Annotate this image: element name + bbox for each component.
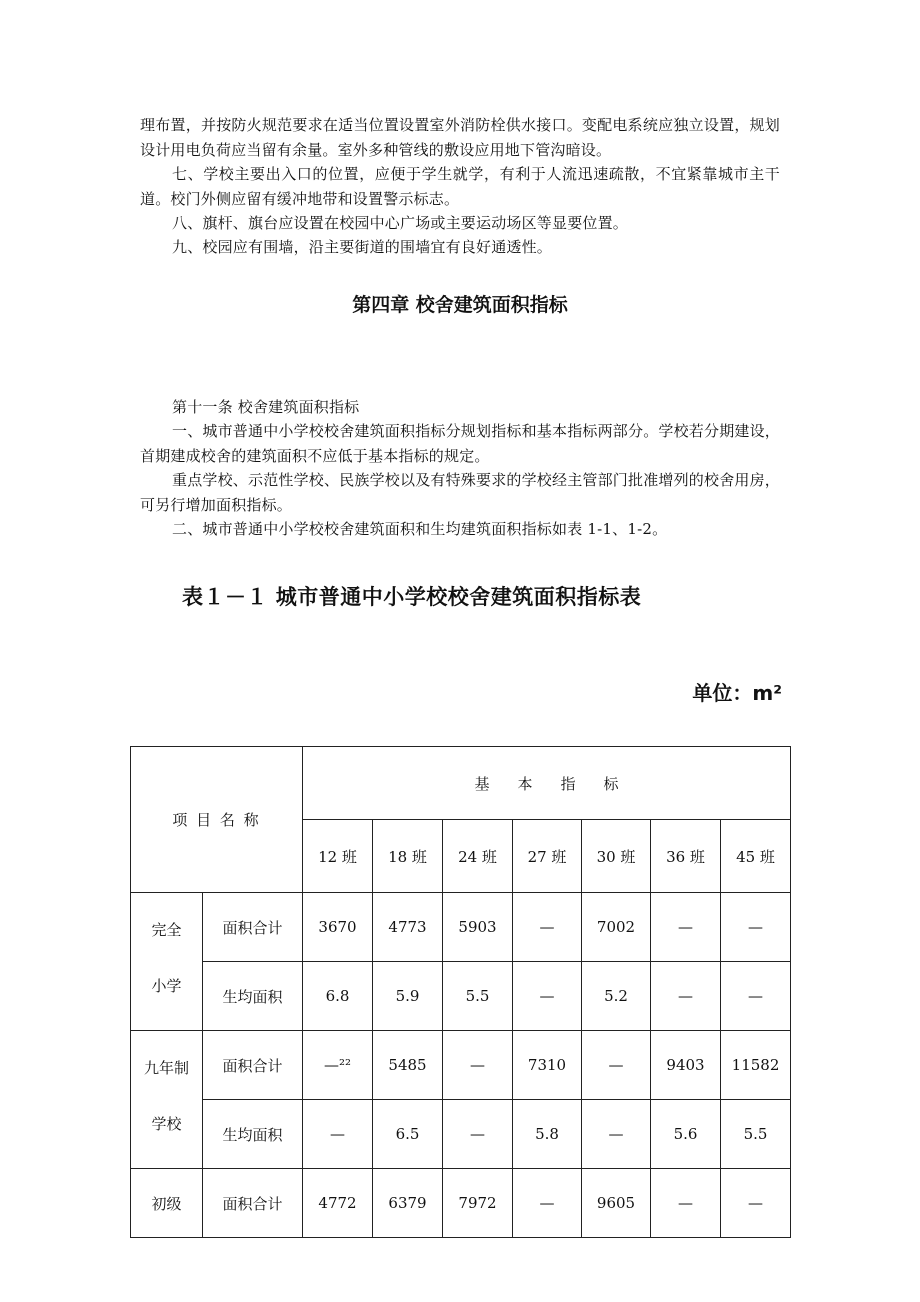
table-cell: — [443,1031,513,1100]
table-cell: 9403 [651,1031,721,1100]
column-header: 12 班 [303,820,373,893]
table-cell: 5903 [443,893,513,962]
table-cell: 5.2 [582,962,651,1031]
table-cell: 11582 [721,1031,791,1100]
paragraph-eight-flagpole: 八、旗杆、旗台应设置在校园中心广场或主要运动场区等显要位置。 [172,214,629,232]
article-paragraph-two: 二、城市普通中小学校校舍建筑面积和生均建筑面积指标如表 1-1、1-2。 [172,520,668,538]
column-header: 24 班 [443,820,513,893]
table-cell: 7972 [443,1169,513,1238]
table-cell: 5.6 [651,1100,721,1169]
table-row [131,1100,791,1169]
row-label: 面积合计 [203,1031,303,1100]
table-cell: — [721,962,791,1031]
table-cell: — [651,893,721,962]
table-cell: 7002 [582,893,651,962]
school-type-cell [131,893,203,1031]
article-title: 第十一条 校舍建筑面积指标 [172,398,360,416]
table-cell: — [513,962,582,1031]
table-cell: 3670 [303,893,373,962]
table-cell: — [651,962,721,1031]
table-cell: — [582,1031,651,1100]
column-header: 27 班 [513,820,582,893]
row-label: 生均面积 [203,1100,303,1169]
table-cell: — [303,1100,373,1169]
school-type-cell [131,1031,203,1169]
table-row [131,962,791,1031]
table-cell: — [513,893,582,962]
table-cell: —²² [303,1031,373,1100]
table-cell: — [651,1169,721,1238]
basic-header-char: 本 [517,774,533,793]
column-header: 36 班 [651,820,721,893]
column-header: 18 班 [373,820,443,893]
table-cell: 6379 [373,1169,443,1238]
table-cell: 4773 [373,893,443,962]
row-label: 面积合计 [203,893,303,962]
basic-header-char: 标 [603,774,619,793]
unit-label: 单位：m² [692,681,782,705]
table-cell: 6.8 [303,962,373,1031]
table-cell: 9605 [582,1169,651,1238]
table-title: 表１－１ 城市普通中小学校校舍建筑面积指标表 [182,585,642,609]
table-cell: 5485 [373,1031,443,1100]
table-cell: 5.8 [513,1100,582,1169]
article-paragraph-special-schools: 重点学校、示范性学校、民族学校以及有特殊要求的学校经主管部门批准增列的校舍用房，可另行增加面积指标。 [140,471,781,514]
paragraph-nine-wall: 九、校园应有围墙，沿主要街道的围墙宜有良好通透性。 [172,238,553,256]
table-cell: — [513,1169,582,1238]
table-header-row [131,747,791,820]
school-type-top: 九年制 [143,1059,189,1077]
school-type-cell: 初级 [131,1169,203,1238]
school-type-bottom: 学校 [151,1115,182,1133]
table-cell: — [582,1100,651,1169]
school-type-top: 完全 [151,921,182,939]
column-header: 30 班 [582,820,651,893]
basic-header-char: 指 [560,774,576,793]
paragraph-fire-power-pipes: 理布置，并按防火规范要求在适当位置设置室外消防栓供水接口。变配电系统应独立设置，规划设计用电负荷应当留有余量。室外多种管线的敷设应用地下管沟暗设。 [140,116,780,159]
column-header: 45 班 [721,820,791,893]
paragraph-seven-entrance: 七、学校主要出入口的位置，应便于学生就学，有利于人流迅速疏散，不宜紧靠城市主干道。校门外侧应留有缓冲地带和设置警示标志。 [140,165,780,208]
table-row [131,893,791,962]
table-cell: 5.9 [373,962,443,1031]
basic-header-char: 基 [474,774,490,793]
table-cell: 4772 [303,1169,373,1238]
building-area-table [130,746,791,1238]
table-cell: — [721,893,791,962]
table-cell: 5.5 [443,962,513,1031]
table-cell: — [721,1169,791,1238]
table-cell: — [443,1100,513,1169]
table-row [131,1031,791,1100]
table-cell: 6.5 [373,1100,443,1169]
table-row [131,1169,791,1238]
row-label: 面积合计 [203,1169,303,1238]
article-paragraph-one: 一、城市普通中小学校校舍建筑面积指标分规划指标和基本指标两部分。学校若分期建设，首期建成校舍的建筑面积不应低于基本指标的规定。 [140,422,781,465]
table-cell: 7310 [513,1031,582,1100]
table-cell: 5.5 [721,1100,791,1169]
school-type-bottom: 小学 [151,977,182,995]
basic-indicator-header [303,747,791,820]
chapter-title: 第四章 校舍建筑面积指标 [352,294,568,316]
row-label: 生均面积 [203,962,303,1031]
item-name-header: 项 目 名 称 [131,747,303,893]
